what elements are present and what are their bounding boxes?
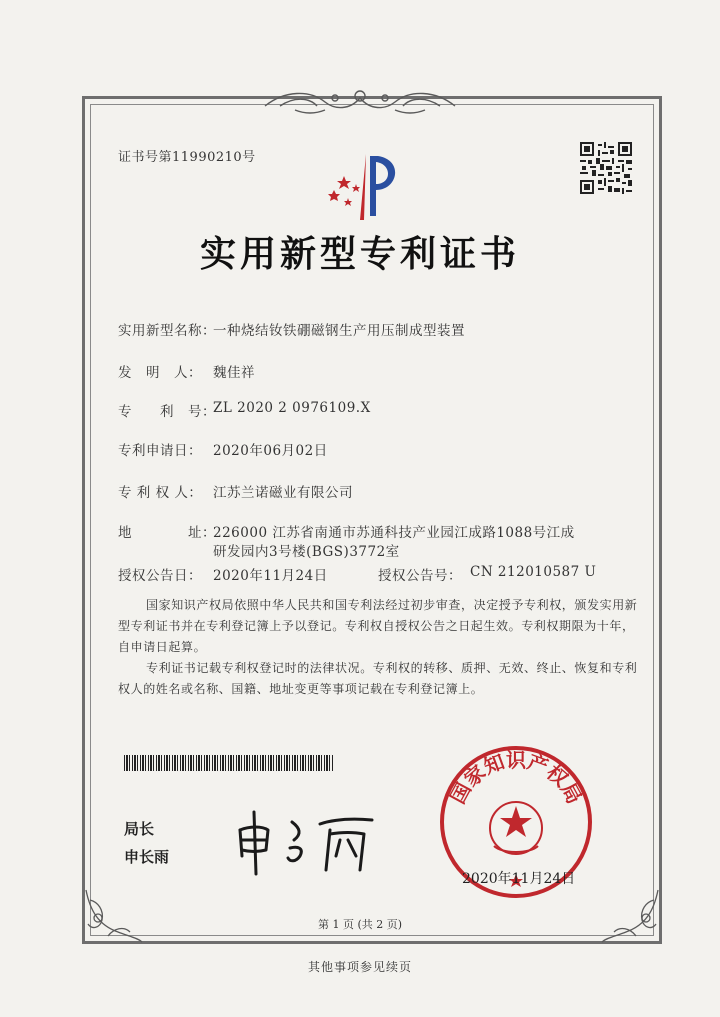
filing-date-value: 2020年06月02日 <box>213 443 328 459</box>
utility-model-name-label: 实用新型名称： <box>118 323 216 339</box>
grant-number-value: CN 212010587 U <box>470 564 597 580</box>
continuation-note: 其他事项参见续页 <box>307 960 412 974</box>
body-paragraph-1: 国家知识产权局依照中华人民共和国专利法经过初步审查，决定授予专利权，颁发实用新型专利证书并在专利登记簿上予以登记。专利权自授权公告之日起生效。专利权期限为十年，自申请日起算。 <box>118 598 638 654</box>
top-ornament <box>255 84 465 118</box>
utility-model-name-value: 一种烧结钕铁硼磁钢生产用压制成型装置 <box>213 323 465 339</box>
filing-date-label: 专利申请日： <box>118 443 202 459</box>
patent-number-value: ZL 2020 2 0976109.X <box>213 400 371 416</box>
director-title: 局长 <box>124 820 155 838</box>
patentee-label: 专 利 权 人： <box>118 485 203 501</box>
grant-number-label: 授权公告号： <box>378 568 462 584</box>
patentee-value: 江苏兰诺磁业有限公司 <box>213 485 353 501</box>
grant-date-value: 2020年11月24日 <box>213 568 328 584</box>
certificate-number: 证书号第11990210号 <box>118 150 256 165</box>
cnipa-logo-icon <box>318 146 410 228</box>
seal-text: 国家知识产权局 <box>445 748 587 808</box>
director-name: 申长雨 <box>124 848 170 866</box>
address-line-1: 226000 江苏省南通市苏通科技产业园江成路1088号江成 <box>213 525 575 541</box>
corner-ornament-right <box>596 880 666 950</box>
inventor-label: 发 明 人： <box>118 365 202 381</box>
handwritten-signature <box>232 800 392 880</box>
address-line-2: 研发园内3号楼(BGS)3772室 <box>213 544 400 560</box>
body-paragraph-2: 专利证书记载专利权登记时的法律状况。专利权的转移、质押、无效、终止、恢复和专利权人的姓名或名称、国籍、地址变更等事项记载在专利登记簿上。 <box>118 661 638 696</box>
svg-text:国家知识产权局 <box>445 748 586 808</box>
address-label: 地 址： <box>118 525 216 541</box>
page-indicator: 第 1 页 (共 2 页) <box>317 918 403 931</box>
seal-date: 2020年11月24日 <box>462 871 576 887</box>
certificate-title: 实用新型专利证书 <box>199 233 520 275</box>
barcode <box>124 755 334 771</box>
patent-number-label: 专 利 号： <box>118 404 216 420</box>
inventor-value: 魏佳祥 <box>213 365 255 381</box>
qr-code-icon <box>580 142 632 194</box>
grant-date-label: 授权公告日： <box>118 568 202 584</box>
corner-ornament-left <box>78 880 148 950</box>
